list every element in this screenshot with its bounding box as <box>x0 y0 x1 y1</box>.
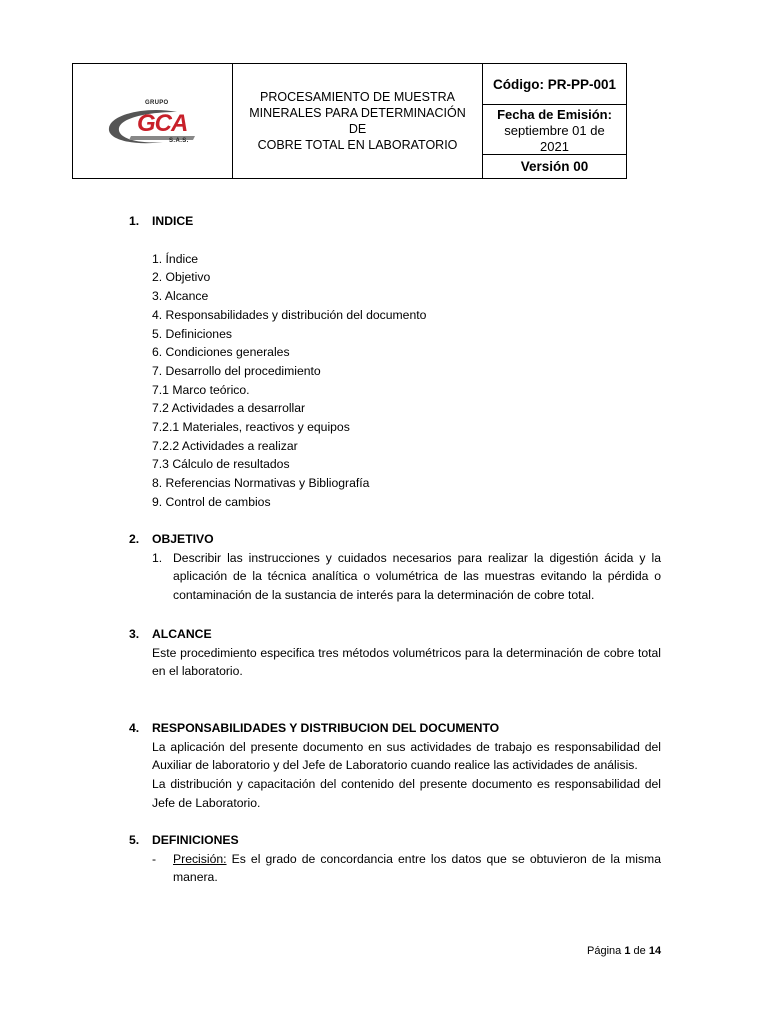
section-heading: 2. OBJETIVO <box>129 532 214 546</box>
index-item: 6. Condiciones generales <box>152 345 290 360</box>
section-heading: 5. DEFINICIONES <box>129 833 239 847</box>
index-item: 9. Control de cambios <box>152 494 271 509</box>
index-item: 2. Objetivo <box>152 270 211 285</box>
section-alcance <box>129 625 661 681</box>
index-item: 5. Definiciones <box>152 326 232 341</box>
section-responsabilidades <box>129 719 661 813</box>
index-item: 7.3 Cálculo de resultados <box>152 457 290 472</box>
section-heading: 1. INDICE <box>129 214 194 228</box>
index-item: 1. Índice <box>152 251 199 266</box>
index-item: 3. Alcance <box>152 289 209 304</box>
title-line-3: COBRE TOTAL EN LABORATORIO <box>257 138 458 152</box>
definition-term: Precisión: <box>173 851 227 866</box>
index-item: 8. Referencias Normativas y Bibliografía <box>152 476 370 491</box>
definition-text: Es el grado de concordancia entre los datos que se obtuvieron de la misma manera. <box>173 851 661 885</box>
issue-date-line-1: septiembre 01 de <box>504 123 605 138</box>
index-item: 7. Desarrollo del procedimiento <box>152 363 321 378</box>
index-item: 7.2 Actividades a desarrollar <box>152 401 306 416</box>
responsabilidades-text-1: La aplicación del presente documento en sus actividades de trabajo es responsabilidad del Auxiliar de laboratorio y del Jefe de Laboratorio cuando realice las actividades de análisis. <box>152 739 661 773</box>
objetivo-item: 1. Describir las instrucciones y cuidados necesarios para realizar la digestión ácida y la aplicación de la técnica analítica o volumétrica de las muestras evitando la pérdida o contaminación de la sustancia de interés para la determinación de cobre total. <box>129 549 661 605</box>
logo-grupo-text: GRUPO <box>145 100 169 106</box>
logo-gca-text: GCA <box>137 110 188 137</box>
section-objetivo <box>129 530 661 605</box>
document-code: Código: PR-PP-001 <box>483 64 626 105</box>
index-item: 4. Responsabilidades y distribución del documento <box>152 307 427 322</box>
page-number: Página 1 de 14 <box>587 945 662 957</box>
definition-item: - Precisión: Es el grado de concordancia entre los datos que se obtuvieron de la misma manera. <box>152 851 661 885</box>
index-item: 7.2.1 Materiales, reactivos y equipos <box>152 420 350 435</box>
logo-sas-text: S.A.S. <box>169 138 189 144</box>
section-heading: 4. RESPONSABILIDADES Y DISTRIBUCION DEL DOCUMENTO <box>129 721 500 735</box>
issue-date-line-2: 2021 <box>540 139 569 154</box>
title-line-2: MINERALES PARA DETERMINACIÓN DE <box>249 106 466 136</box>
section-definiciones <box>129 831 661 887</box>
document-version: Versión 00 <box>520 159 589 174</box>
index-list <box>129 250 661 512</box>
objetivo-text: Describir las instrucciones y cuidados necesarios para realizar la digestión ácida y la aplicación de la técnica analítica o volumétrica de las muestras evitando la pérdida o contaminación de la sustancia de interés para la determinación de cobre total. <box>173 550 661 603</box>
alcance-text: Este procedimiento especifica tres métodos volumétricos para la determinación de cobre total en el laboratorio. <box>152 645 661 679</box>
section-heading: 3. ALCANCE <box>129 627 212 641</box>
issue-date-label: Fecha de Emisión: <box>497 107 612 122</box>
index-item: 7.2.2 Actividades a realizar <box>152 438 298 453</box>
responsabilidades-text-2: La distribución y capacitación del contenido del presente documento es responsabilidad del Jefe de Laboratorio. <box>152 777 661 810</box>
section-index <box>129 212 661 512</box>
title-line-1: PROCESAMIENTO DE MUESTRA <box>260 90 455 104</box>
index-item: 7.1 Marco teórico. <box>152 382 250 397</box>
